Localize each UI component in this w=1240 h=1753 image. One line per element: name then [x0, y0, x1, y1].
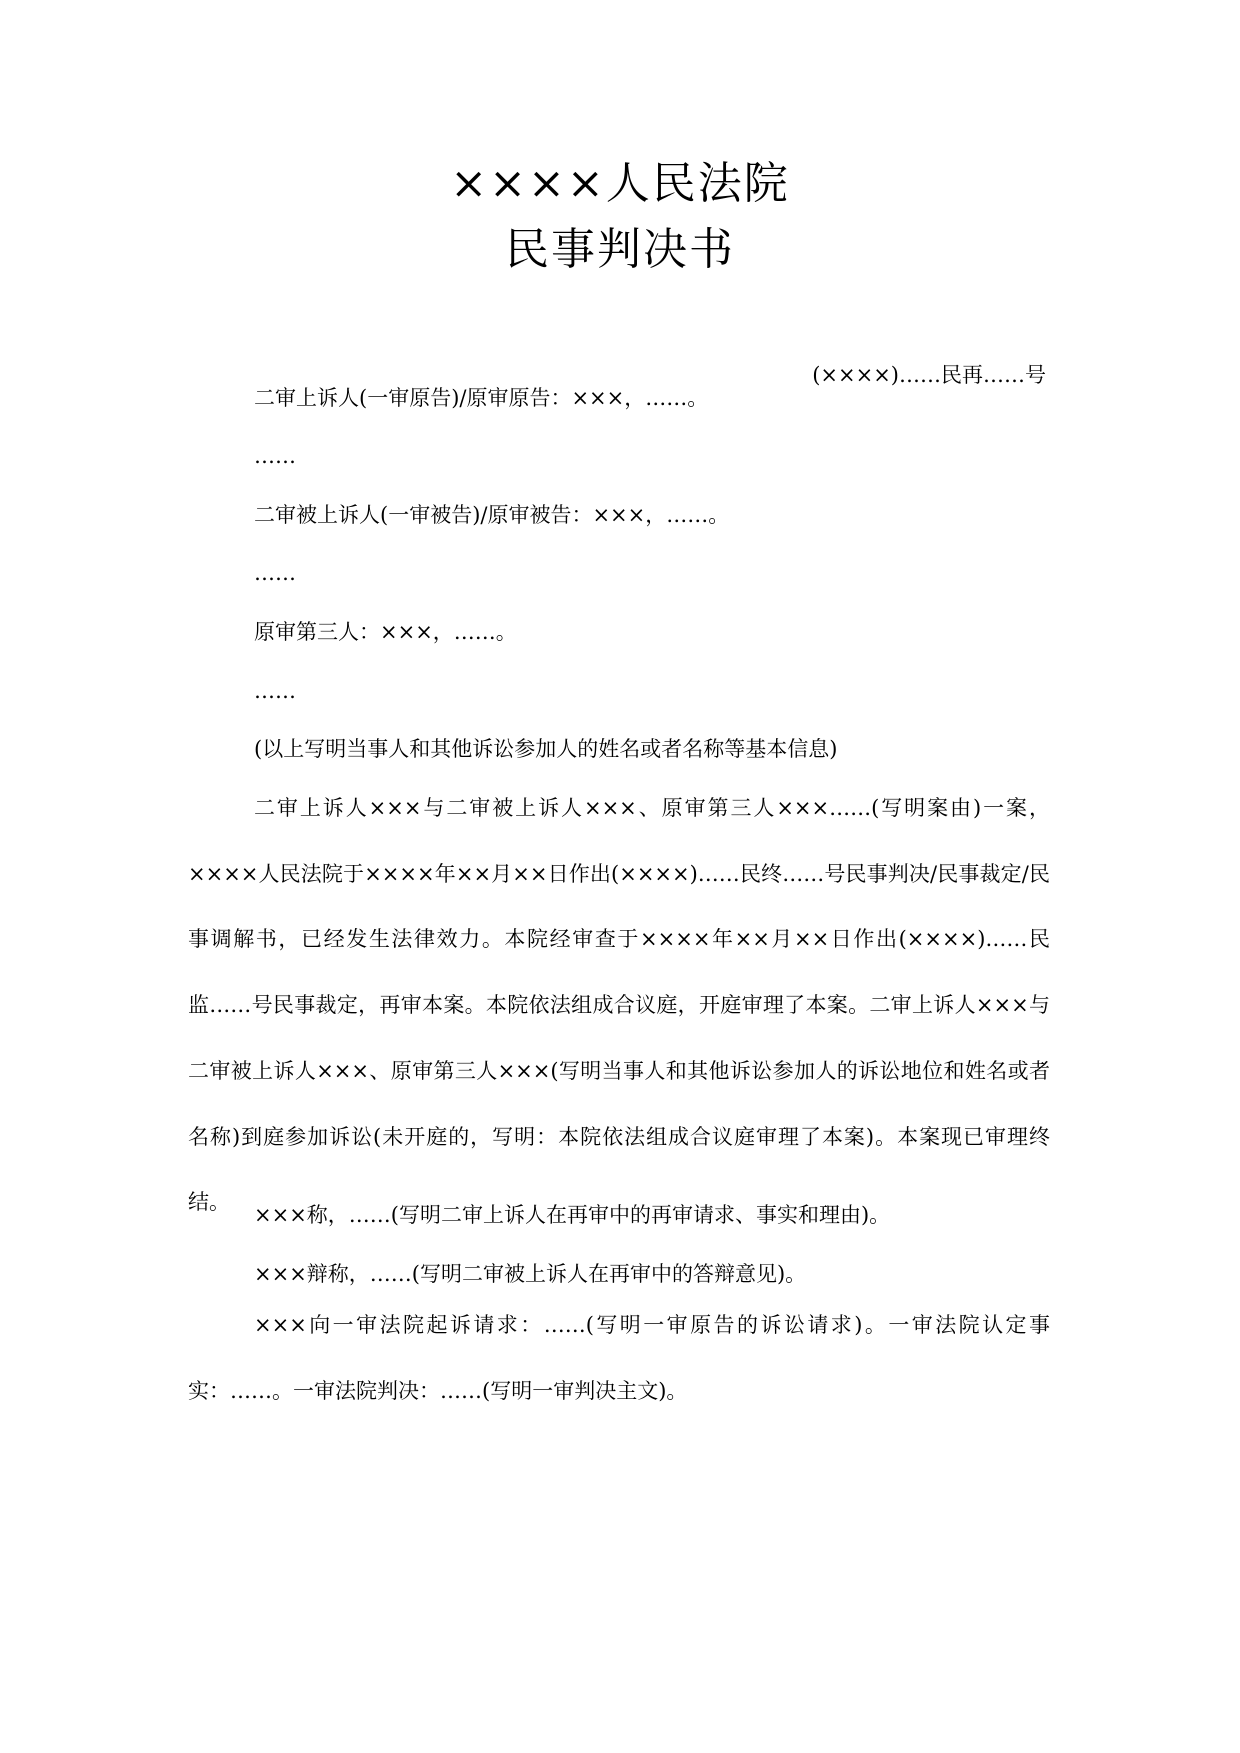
- court-name: ××××人民法院: [450, 158, 790, 209]
- party-third-party: 原审第三人：×××，……。: [254, 620, 517, 644]
- party-appellant: 二审上诉人(一审原告)/原审原告：×××，……。: [254, 386, 709, 410]
- party-third-party-continuation: ……: [254, 679, 296, 703]
- party-appellee: 二审被上诉人(一审被告)/原审被告：×××，……。: [254, 503, 730, 527]
- appellee-defense-paragraph: ×××辩称，……(写明二审被上诉人在再审中的答辩意见)。: [254, 1262, 807, 1286]
- party-appellee-continuation: ……: [254, 561, 296, 585]
- case-number: (××××)……民再……号: [812, 363, 1046, 387]
- appellant-claim-paragraph: ×××称，……(写明二审上诉人在再审中的再审请求、事实和理由)。: [254, 1203, 891, 1227]
- document-type-title: 民事判决书: [505, 224, 735, 275]
- first-instance-paragraph: ×××向一审法院起诉请求：……(写明一审原告的诉讼请求)。一审法院认定事实：……。一审法院判决：……(写明一审判决主文)。: [188, 1313, 1050, 1403]
- case-background-paragraph: 二审上诉人×××与二审被上诉人×××、原审第三人×××……(写明案由)一案，××××人民法院于××××年××月××日作出(××××)……民终……号民事判决/民事裁定/民事调解书，已经发生法律效力。本院经审查于××××年××月××日作出(××××)……民监……号民事裁定，再审本案。本院依法组成合议庭，开庭审理了本案。二审上诉人×××与二审被上诉人×××、原审第三人×××(写明当事人和其他诉讼参加人的诉讼地位和姓名或者名称)到庭参加诉讼(未开庭的，写明：本院依法组成合议庭审理了本案)。本案现已审理终结。: [188, 796, 1050, 1215]
- party-appellant-continuation: ……: [254, 444, 296, 468]
- parties-note: (以上写明当事人和其他诉讼参加人的姓名或者名称等基本信息): [254, 737, 838, 761]
